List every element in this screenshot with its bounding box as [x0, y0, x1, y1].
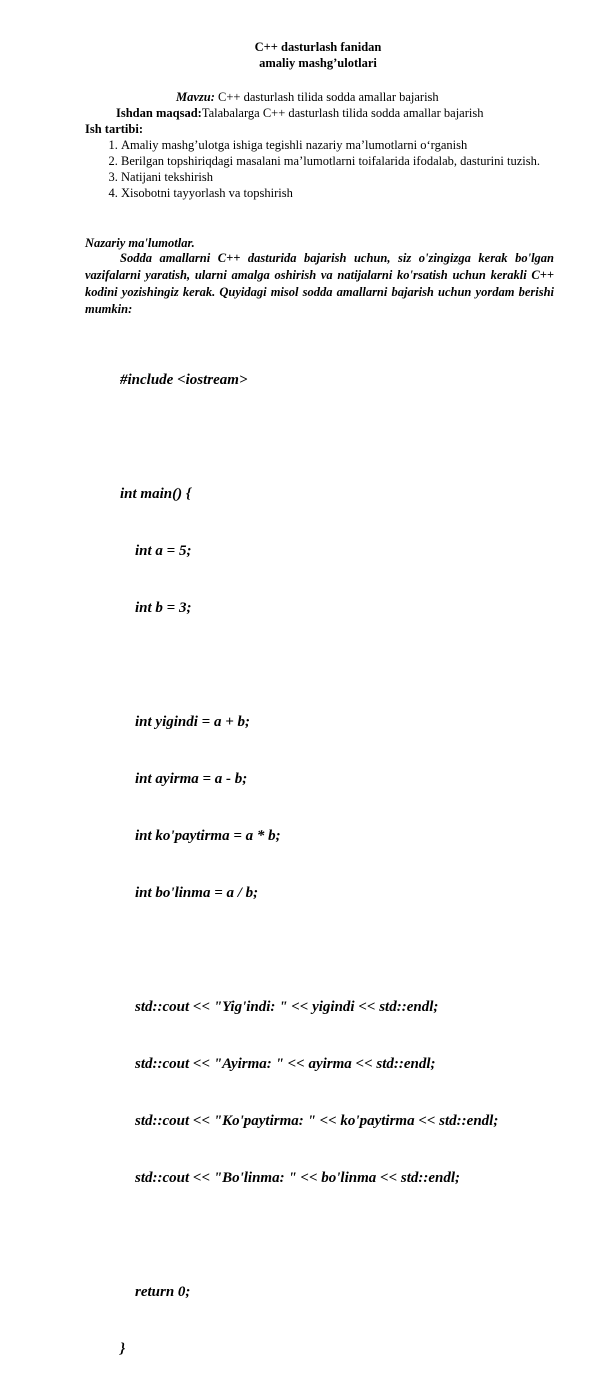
topic-line	[176, 89, 439, 105]
theory-heading: Nazariy ma'lumotlar.	[85, 236, 195, 250]
code-line: std::cout << "Ayirma: " << ayirma << std::endl;	[120, 1056, 436, 1072]
code-line: #include <iostream>	[120, 372, 248, 388]
goal-text: Talabalarga C++ dasturlash tilida sodda amallar bajarish	[201, 106, 484, 120]
procedure-heading: Ish tartibi:	[85, 122, 143, 136]
list-item: 3. Natijani tekshirish	[121, 169, 559, 185]
code-line: int yigindi = a + b;	[120, 714, 251, 730]
list-item: 2. Berilgan topshiriqdagi masalani ma’lumotlarni toifalarida ifodalab, dasturini tuzish.	[121, 153, 559, 169]
code-line	[120, 941, 498, 960]
code-line: std::cout << "Bo'linma: " << bo'linma << std::endl;	[120, 1170, 461, 1186]
code-line: int ayirma = a - b;	[120, 771, 248, 787]
procedure-list	[85, 137, 559, 201]
topic-text: C++ dasturlash tilida sodda amallar bajarish	[214, 90, 439, 104]
code-line	[120, 428, 498, 447]
code-line: std::cout << "Ko'paytirma: " << ko'paytirma << std::endl;	[120, 1113, 499, 1129]
topic-label: Mavzu:	[176, 90, 215, 104]
goal-line	[116, 105, 483, 121]
code-line	[120, 656, 498, 675]
code-line: }	[120, 1341, 126, 1357]
code-line: int b = 3;	[120, 600, 192, 616]
code-line: int a = 5;	[120, 543, 192, 559]
theory-paragraph: Sodda amallarni C++ dasturida bajarish uchun, siz o'zingizga kerak bo'lgan vazifalarni yaratish, ularni amalga oshirish va natijalarni ko'rsatish uchun kerakli C++ kodini yozishingiz kerak. Quyidagi misol sodda amallarni bajarish uchun yordam berishi mumkin:	[85, 251, 554, 316]
code-line: int main() {	[120, 486, 192, 502]
code-block	[120, 333, 498, 1397]
code-line: int bo'linma = a / b;	[120, 885, 259, 901]
document-title-line2: amaliy mashg’ulotlari	[259, 56, 377, 70]
list-item: 4. Xisobotni tayyorlash va topshirish	[121, 185, 559, 201]
code-line: int ko'paytirma = a * b;	[120, 828, 281, 844]
code-line: std::cout << "Yig'indi: " << yigindi << std::endl;	[120, 999, 439, 1015]
code-line: return 0;	[120, 1284, 191, 1300]
list-item: 1. Amaliy mashg’ulotga ishiga tegishli nazariy ma’lumotlarni o‘rganish	[121, 137, 559, 153]
goal-label: Ishdan maqsad:	[116, 106, 202, 120]
document-title-line1: C++ dasturlash fanidan	[254, 40, 382, 54]
code-line	[120, 1226, 498, 1245]
